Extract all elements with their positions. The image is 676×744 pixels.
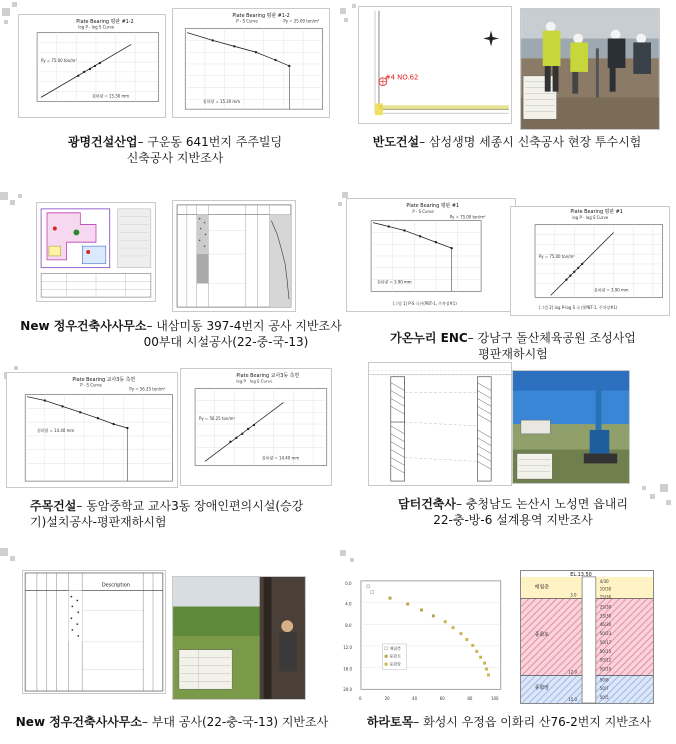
company-name: 반도건설 xyxy=(372,135,420,149)
test-point-label: #4 NO.62 xyxy=(384,73,419,82)
chart-subtitle: P - S Curve xyxy=(412,208,434,214)
yield-load-label: Py = 56.25 ton/m² xyxy=(198,416,236,422)
chart-title: Plate Bearing 교사3동 측면 xyxy=(236,372,300,379)
legend-item: 풍화토 xyxy=(389,653,401,659)
boring-log-thumbnail xyxy=(22,570,166,694)
chart-thumbnail xyxy=(18,14,166,118)
layer-name: 풍화토 xyxy=(534,632,550,639)
project-description: – 충청남도 논산시 노성면 읍내리 xyxy=(456,497,628,511)
n-value: 50/23 xyxy=(599,631,612,637)
site-plan-thumbnail xyxy=(358,6,512,124)
deco-square xyxy=(352,4,356,8)
n-value: 15/30 xyxy=(599,594,612,600)
deco-square xyxy=(344,18,348,22)
deco-square xyxy=(18,194,22,198)
site-plan-thumbnail xyxy=(36,202,156,302)
project-caption xyxy=(350,496,676,528)
deco-square xyxy=(340,8,346,14)
chart-subtitle: log P - log S Curve xyxy=(572,214,609,220)
project-description: – 강남구 돌산체육공원 조성사업 xyxy=(467,331,636,345)
project-caption xyxy=(340,134,674,150)
deco-square xyxy=(10,556,15,561)
settlement-label: 침하량 = 14.40 mm xyxy=(36,427,75,433)
n-value: 50/8 xyxy=(599,677,609,683)
project-description: – 동암중학교 교사3동 장애인편의시설(승강 xyxy=(76,499,304,513)
settlement-label: 침하량 = 3.90 mm xyxy=(593,287,629,293)
n-value: 50/7 xyxy=(599,686,609,692)
project-description-cont: 00부대 시설공사(22-중-국-13) xyxy=(143,335,309,349)
chart-title: Plate Bearing 평판 #1 xyxy=(406,202,460,209)
deco-square xyxy=(660,484,668,492)
x-tick: 20 xyxy=(384,696,390,702)
deco-square xyxy=(2,8,10,16)
boring-log-thumbnail xyxy=(172,200,296,312)
chart-thumbnail xyxy=(172,8,330,118)
n-value: 33/30 xyxy=(599,613,612,619)
yield-load-label: Py = 25.00 ton/m² xyxy=(283,18,320,24)
project-caption xyxy=(350,330,676,362)
x-tick: 80 xyxy=(467,696,473,702)
field-photo xyxy=(520,8,660,130)
n-value: 50/5 xyxy=(599,695,609,701)
chart-title: Plate Bearing 평판 #1-2 xyxy=(232,12,290,19)
soil-column-thumbnail xyxy=(520,570,654,704)
figure-caption: [그림 2] log P-log S 곡선(PBT-1, 주차장#1) xyxy=(538,305,618,311)
settlement-label: 침하량 = 3.90 mm xyxy=(376,279,412,285)
x-tick: 40 xyxy=(412,696,418,702)
company-name: 담터건축사 xyxy=(398,497,456,511)
chart-thumbnail xyxy=(180,368,332,486)
legend-item: 풍화암 xyxy=(389,661,401,667)
company-name: New 정우건축사사무소 xyxy=(20,319,147,333)
project-description-cont: 평판재하시험 xyxy=(478,347,548,361)
y-tick: 12.0 xyxy=(343,644,352,650)
project-description-cont: 기)설치공사-평판재하시험 xyxy=(30,515,167,529)
deco-square xyxy=(0,192,8,200)
deco-square xyxy=(4,20,8,24)
deco-square xyxy=(642,486,646,490)
chart-title: Plate Bearing 평판 #1-2 xyxy=(76,18,134,25)
deco-square xyxy=(10,200,15,205)
yield-load-label: Py = 75.00 ton/m² xyxy=(538,254,575,260)
n-value: 25/30 xyxy=(599,604,612,610)
y-tick: 8.0 xyxy=(345,623,352,629)
n-value: 50/12 xyxy=(599,657,612,663)
deco-square xyxy=(12,2,17,7)
deco-square xyxy=(340,550,346,556)
n-value: 46/30 xyxy=(599,622,612,628)
caption-line xyxy=(2,714,342,730)
layer-name: 풍화암 xyxy=(534,685,550,692)
chart-subtitle: P - S Curve xyxy=(80,382,102,388)
project-caption xyxy=(20,498,340,530)
n-value-chart-thumbnail xyxy=(340,574,508,706)
chart-title: Plate Bearing 교사3동 측면 xyxy=(72,376,136,383)
n-value: 10/30 xyxy=(599,586,612,592)
deco-square xyxy=(350,558,354,562)
caption-line xyxy=(350,496,676,512)
project-caption xyxy=(8,318,354,350)
company-name: 하라토목 xyxy=(366,715,414,729)
deco-square xyxy=(0,548,8,556)
yield-load-label: Py = 75.00 ton/m² xyxy=(449,214,486,220)
figure-caption: [그림 1] P-S 곡선(PBT-1, 주차장#1) xyxy=(392,301,457,307)
layer-depth: 12.0 xyxy=(568,669,578,675)
caption-line xyxy=(8,318,354,334)
company-name: New 정우건축사사무소 xyxy=(15,715,142,729)
chart-subtitle: log P - log S Curve xyxy=(78,24,115,30)
yield-load-label: Py = 56.25 ton/m² xyxy=(129,386,166,392)
chart-thumbnail xyxy=(6,372,178,488)
project-caption xyxy=(10,134,340,166)
deco-square xyxy=(14,366,18,370)
deco-square xyxy=(338,202,342,206)
drilling-site-photo xyxy=(172,576,306,700)
y-tick: 20.0 xyxy=(343,687,352,693)
layer-depth: 15.0 xyxy=(568,697,578,703)
soil-profile-thumbnail xyxy=(368,362,512,486)
chart-thumbnail xyxy=(346,198,516,312)
caption-line xyxy=(10,134,340,150)
layer-name: 매립층 xyxy=(534,584,550,591)
chart-thumbnail xyxy=(510,206,670,316)
n-value: 50/15 xyxy=(599,648,612,654)
project-description: – 화성시 우정읍 이화리 산76-2번지 지반조사 xyxy=(413,715,652,729)
project-caption xyxy=(2,714,342,730)
x-tick: 0 xyxy=(359,696,362,702)
company-name: 가온누리 ENC xyxy=(390,331,468,345)
legend-item: 매립층 xyxy=(389,645,401,651)
yield-load-label: Py = 75.00 ton/m² xyxy=(41,58,77,64)
y-tick: 0.0 xyxy=(345,580,352,586)
chart-subtitle: P - S Curve xyxy=(236,18,258,24)
layer-depth: 3.0 xyxy=(570,592,577,598)
caption-line xyxy=(20,498,340,514)
x-tick: 60 xyxy=(439,696,445,702)
caption-line xyxy=(342,714,676,730)
n-value: 50/10 xyxy=(599,666,612,672)
elevation-label: EL.13.50 xyxy=(570,571,592,578)
n-value: 4/30 xyxy=(599,578,609,584)
drilling-rig-photo xyxy=(512,370,630,484)
project-description: – 삼성생명 세종시 신축공사 현장 투수시험 xyxy=(419,135,642,149)
n-value: 50/17 xyxy=(599,639,612,645)
y-tick: 16.0 xyxy=(343,666,352,672)
table-header: Description xyxy=(101,582,130,589)
company-name: 광명건설산업 xyxy=(67,135,138,149)
settlement-label: 침하량 = 14.40 mm xyxy=(261,455,300,461)
project-caption xyxy=(342,714,676,730)
company-name: 주목건설 xyxy=(30,499,77,513)
caption-line xyxy=(340,134,674,150)
caption-line xyxy=(350,330,676,346)
settlement-label: 침하량 = 15.30 mm xyxy=(92,93,130,99)
project-description: – 내삼미동 397-4번지 공사 지반조사 xyxy=(146,319,342,333)
project-description: – 부대 공사(22-충-국-13) 지반조사 xyxy=(141,715,329,729)
project-description-cont: 22-충-방-6 설계용역 지반조사 xyxy=(433,513,593,527)
chart-subtitle: log P - log S Curve xyxy=(236,378,273,384)
project-description: – 구운동 641번지 주주빌딩 xyxy=(137,135,283,149)
x-tick: 100 xyxy=(490,696,499,702)
y-tick: 4.0 xyxy=(345,601,352,607)
project-description-cont: 신축공사 지반조사 xyxy=(126,151,224,165)
settlement-label: 침하량 = 15.30 mm xyxy=(202,99,241,105)
chart-title: Plate Bearing 평판 #1 xyxy=(570,208,623,215)
